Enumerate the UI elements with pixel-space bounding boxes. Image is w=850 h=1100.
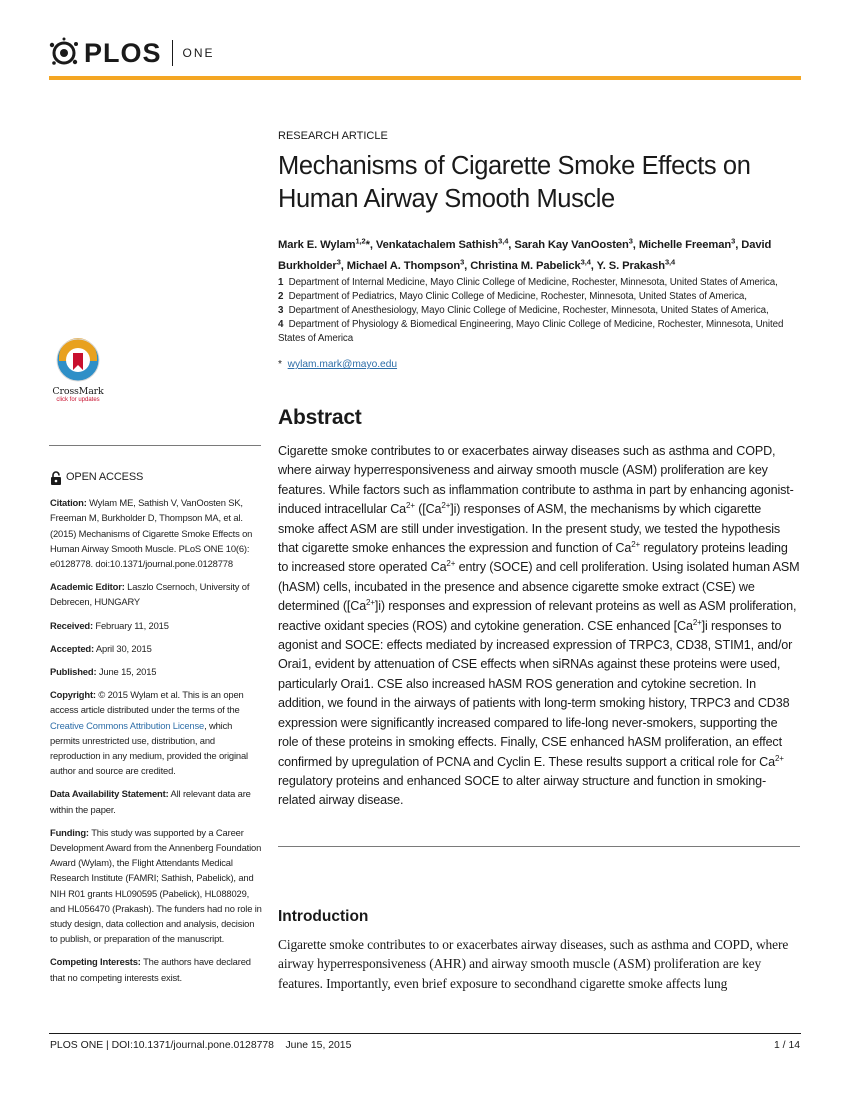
crossmark-badge[interactable] — [50, 337, 106, 403]
affiliation-text: Department of Physiology & Biomedical Engineering, Mayo Clinic College of Medicine, Rochester, Minnesota, United States of America — [278, 319, 784, 344]
funding — [50, 825, 262, 947]
affiliation-number: 4 — [278, 319, 284, 330]
license-link[interactable]: Creative Commons Attribution License — [50, 719, 205, 731]
affiliations — [278, 276, 800, 346]
author[interactable]: David Burkholder$^3$, — [278, 238, 772, 273]
open-access-badge — [50, 470, 262, 485]
open-access-label: OPEN ACCESS — [66, 471, 144, 483]
author[interactable]: Y. S. Prakash$^{3,4}$ — [596, 257, 676, 273]
plos-logo-icon — [48, 37, 80, 69]
abstract-divider — [278, 846, 800, 847]
abstract-heading: Abstract — [278, 406, 362, 429]
footer-citation: PLOS ONE | DOI:10.1371/journal.pone.0128778 June 15, 2015 — [50, 1040, 352, 1051]
funding-label: Funding: — [50, 826, 89, 838]
competing-interests — [50, 954, 262, 984]
page-number: 1 / 14 — [774, 1040, 800, 1051]
corresponding-author — [278, 359, 800, 370]
editor-text: Laszlo Csernoch, University of Debrecen, HUNGARY — [50, 581, 250, 608]
author[interactable]: Venkatachalem Sathish$^{3,4}$, — [375, 236, 515, 251]
affiliation-number: 3 — [278, 305, 284, 316]
affiliation-text: Department of Internal Medicine, Mayo Clinic College of Medicine, Rochester, Minnesota, United States of America, — [288, 277, 778, 288]
footer-rule — [49, 1033, 801, 1034]
received-label: Received: — [50, 619, 93, 631]
left-divider — [49, 445, 261, 446]
data-label: Data Availability Statement: — [50, 788, 169, 800]
author[interactable]: Christina M. Pabelick$^{3,4}$, — [470, 257, 597, 273]
published-label: Published: — [50, 666, 97, 678]
affiliation-text: Department of Pediatrics, Mayo Clinic College of Medicine, Rochester, Minnesota, United States of America, — [288, 291, 747, 302]
affiliation-number: 1 — [278, 277, 284, 288]
copyright-text-1: © 2015 Wylam et al. This is an open access article distributed under the terms of the — [50, 689, 244, 716]
introduction-text: Cigarette smoke contributes to or exacerbates airway diseases, such as asthma and COPD, where airway hyperresponsiveness (AHR) and airway smooth muscle (ASM) proliferation are key features. Importantly, even brief exposure to secondhand cigarette smoke affects lung — [278, 937, 789, 991]
data-availability — [50, 786, 262, 816]
editor-label: Academic Editor: — [50, 581, 125, 593]
author[interactable]: Michael A. Thompson$^3$, — [346, 257, 471, 273]
abstract-text: Cigarette smoke contributes to or exacerbates airway diseases such as asthma and COPD, where airway hyperresponsiveness and airway smooth muscle (ASM) proliferation are key features. While factors such as inflammation contribute to asthma in part by enhancing agonist-induced intracellular $Ca^{2+}$ $([Ca^{2+}]i)$ responses of ASM, the mechanisms by which cigarette smoke affect ASM are still under investigation. In the present study, we tested the hypothesis that cigarette smoke enhances the expression and function of $Ca^{2+}$ regulatory proteins leading to increased store operated $Ca^{2+}$ entry (SOCE) and cell proliferation. Using isolated human ASM (hASM) cells, incubated in the presence and absence cigarette smoke extract (CSE) we determined $([Ca^{2+}]i)$ responses and expression of relevant proteins as well as ASM proliferation, reactive oxidant species (ROS) and cytokine generation. CSE enhanced $[Ca^{2+}]i$ responses to agonist and SOCE: effects mediated by increased expression of TRPC3, CD38, STIM1, and/or Orai1, evident by attenuation of CSE effects when siRNAs against these proteins were used, particularly Orai1. CSE also increased hASM ROS generation and cytokine secretion. In addition, we found in the airways of patients with long-term smoking history, TRPC3 and CD38 expression were significantly increased compared to life-long never-smokers, supporting the role of these proteins in smoking effects. Finally, CSE enhanced hASM proliferation, an effect confirmed by upregulation of PCNA and Cyclin E. These results support a critical role for $Ca^{2+}$ regulatory proteins and enhanced SOCE to alter airway structure and function in smoking-related airway disease. — [278, 444, 800, 808]
copyright-label: Copyright: — [50, 689, 96, 701]
data-text: All relevant data are within the paper. — [50, 788, 251, 815]
received-text: February 11, 2015 — [95, 619, 169, 631]
affiliation-number: 2 — [278, 291, 284, 302]
article-metadata — [50, 470, 262, 993]
competing-label: Competing Interests: — [50, 956, 141, 968]
citation-label: Citation: — [50, 497, 87, 509]
introduction-heading: Introduction — [278, 908, 369, 925]
email-link[interactable]: wylam.mark@mayo.edu — [287, 359, 398, 370]
accepted-date — [50, 641, 262, 656]
competing-text: The authors have declared that no competing interests exist. — [50, 956, 251, 983]
academic-editor — [50, 579, 262, 609]
affiliation-text: Department of Anesthesiology, Mayo Clinic College of Medicine, Rochester, Minnesota, United States of America, — [288, 305, 769, 316]
copyright — [50, 687, 262, 778]
received-date — [50, 618, 262, 633]
published-date — [50, 664, 262, 679]
accepted-label: Accepted: — [50, 642, 94, 654]
plos-logo[interactable] — [48, 36, 215, 70]
accepted-text: April 30, 2015 — [95, 642, 152, 654]
funding-text: This study was supported by a Career Development Award from the Annenberg Foundation Award (Wylam), the Flight Attendants Medical Research Institute (FAMRI; Sathish, Pabelick), and NIH R01 grants HL090595 (Pabelick), HL088029, and HL056470 (Prakash). The funders had no role in study design, data collection and analysis, decision to publish, or preparation of the manuscript. — [50, 826, 262, 945]
author[interactable]: Sarah Kay VanOosten$^3$, — [514, 236, 639, 251]
header-accent-rule — [49, 76, 801, 80]
logo-divider — [172, 40, 173, 66]
citation-text: Wylam ME, Sathish V, VanOosten SK, Freeman M, Burkholder D, Thompson MA, et al. (2015) Mechanisms of Cigarette Smoke Effects on Human Airway Smooth Muscle. PLoS ONE 10(6): e0128778. doi:10.1371/journal.pone.0128778 — [50, 497, 253, 570]
logo-text: PLOS — [84, 37, 162, 68]
citation — [50, 495, 262, 571]
crossmark-label: CrossMark — [52, 386, 104, 397]
open-lock-icon — [50, 471, 62, 485]
article-title: Mechanisms of Cigarette Smoke Effects on Human Airway Smooth Muscle — [278, 152, 751, 213]
author[interactable]: Mark E. Wylam$^{1,2}$*, — [278, 236, 376, 251]
author[interactable]: Michelle Freeman$^3$, — [638, 236, 742, 251]
author-list — [278, 232, 800, 275]
copyright-text-2: , which permits unrestricted use, distribution, and reproduction in any medium, provided the original author and source are credited. — [50, 719, 248, 777]
published-text: June 15, 2015 — [98, 666, 157, 678]
journal-name: ONE — [182, 46, 215, 60]
crossmark-icon — [55, 337, 101, 385]
corresponding-marker: * — [278, 359, 282, 370]
crossmark-sub: click for updates — [56, 397, 100, 403]
article-type: RESEARCH ARTICLE — [278, 130, 388, 142]
